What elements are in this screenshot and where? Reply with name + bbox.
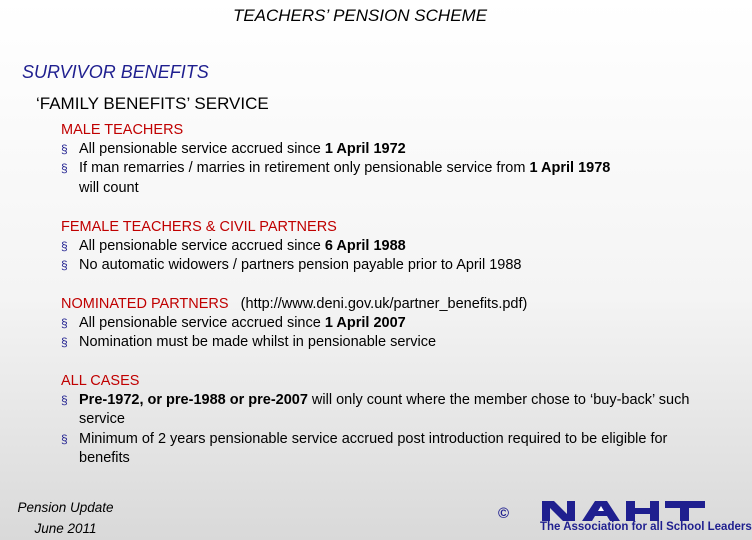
- bullet-text: No automatic widowers / partners pension payable prior to April 1988: [79, 257, 522, 274]
- section-female-teachers: [61, 218, 701, 276]
- bullet-bold-text: 1 April 1972: [324, 141, 406, 158]
- list-item: [61, 159, 701, 197]
- section-all-cases: [61, 372, 701, 468]
- bullet-icon: §: [61, 239, 68, 254]
- naht-logo-mark: [540, 500, 712, 522]
- bullet-icon: §: [61, 161, 68, 176]
- bullet-bold-text: 1 April 1978: [529, 160, 611, 177]
- partner-benefits-link[interactable]: (http://www.deni.gov.uk/partner_benefits.pdf): [240, 296, 528, 312]
- section-male-teachers: [61, 121, 701, 198]
- logo-tagline: The Association for all School Leaders: [540, 521, 752, 533]
- list-item: [61, 314, 701, 333]
- bullet-text: All pensionable service accrued since: [79, 315, 325, 332]
- section-title: NOMINATED PARTNERS: [61, 296, 229, 312]
- page-title: SURVIVOR BENEFITS: [22, 62, 209, 82]
- copyright-icon: ©: [498, 505, 510, 522]
- bullet-text: If man remarries / marries in retirement only pensionable service from: [79, 160, 530, 177]
- bullet-text: Minimum of 2 years pensionable service accrued post introduction required to be eligible for benefits: [79, 430, 668, 466]
- footer-line-2: June 2011: [34, 521, 97, 536]
- section-title: FEMALE TEACHERS & CIVIL PARTNERS: [61, 219, 337, 235]
- section-title: MALE TEACHERS: [61, 122, 184, 138]
- bullet-text-tail: will count: [79, 179, 139, 196]
- section-title: ALL CASES: [61, 373, 140, 389]
- list-item: [61, 430, 701, 468]
- bullet-bold-text: 1 April 2007: [324, 315, 406, 332]
- bullet-icon: §: [61, 316, 68, 331]
- section-nominated-partners: [61, 295, 701, 353]
- bullet-bold-text: 6 April 1988: [324, 238, 406, 255]
- bullet-icon: §: [61, 393, 68, 408]
- list-item: [61, 333, 701, 352]
- header-title: TEACHERS’ PENSION SCHEME: [232, 6, 488, 25]
- naht-logo: [540, 500, 752, 536]
- footer-update: [8, 497, 123, 539]
- subtitle: ‘FAMILY BENEFITS’ SERVICE: [36, 94, 269, 113]
- bullet-text: will only count where the member chose to ‘buy-back’ such service: [79, 392, 690, 428]
- bullet-icon: §: [61, 258, 68, 273]
- bullet-icon: §: [61, 335, 68, 350]
- footer-line-1: Pension Update: [17, 500, 114, 515]
- bullet-icon: §: [61, 142, 68, 157]
- bullet-bold-text: Pre-1972, or pre-1988 or pre-2007: [79, 392, 308, 409]
- list-item: [61, 140, 701, 159]
- list-item: [61, 237, 701, 256]
- bullet-text: All pensionable service accrued since: [79, 141, 325, 158]
- bullet-text: Nomination must be made whilst in pensionable service: [79, 334, 437, 351]
- list-item: [61, 391, 701, 429]
- bullet-text: All pensionable service accrued since: [79, 238, 325, 255]
- list-item: [61, 256, 701, 275]
- bullet-icon: §: [61, 431, 68, 446]
